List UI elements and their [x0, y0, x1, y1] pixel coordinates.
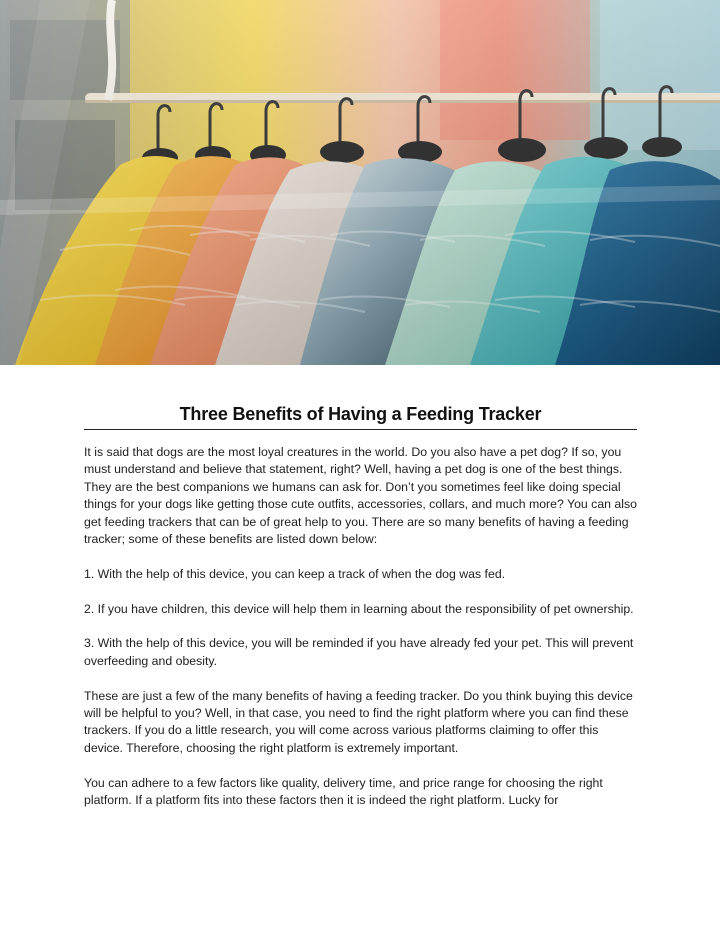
article-text [84, 444, 637, 809]
paragraph-benefit-1: 1. With the help of this device, you can keep a track of when the dog was fed. [84, 566, 506, 581]
paragraph-intro: It is said that dogs are the most loyal creatures in the world. Do you also have a pet dog? If so, you must understand and believe that statement, right? Well, having a pet dog is one of the best things. They are the best companions we humans can ask for. Don’t you sometimes feel like doing special things for your dogs like getting those cute outfits, accessories, collars, and much more? You can also get feeding trackers that can be of great help to you. There are so many benefits of having a feeding tracker; some of these benefits are listed down below: [84, 445, 637, 547]
document-body [84, 404, 637, 827]
photo-of-colorful-puffer-jackets-on-hangers-icon [0, 0, 720, 365]
paragraph-factors: You can adhere to a few factors like quality, delivery time, and price range for choosing the right platform. If a platform fits into these factors then it is indeed the right platform. Lucky for [84, 775, 603, 808]
hero-photo [0, 0, 720, 365]
page-title: Three Benefits of Having a Feeding Tracker [84, 404, 637, 430]
paragraph-platform: These are just a few of the many benefits of having a feeding tracker. Do you think buying this device will be helpful to you? Well, in that case, you need to find the right platform where you can find these trackers. If you do a little research, you will come across various platforms claiming to offer this device. Therefore, choosing the right platform is extremely important. [84, 688, 633, 755]
paragraph-benefit-2: 2. If you have children, this device will help them in learning about the responsibility of pet ownership. [84, 601, 634, 616]
paragraph-benefit-3: 3. With the help of this device, you will be reminded if you have already fed your pet. This will prevent overfeeding and obesity. [84, 636, 634, 668]
